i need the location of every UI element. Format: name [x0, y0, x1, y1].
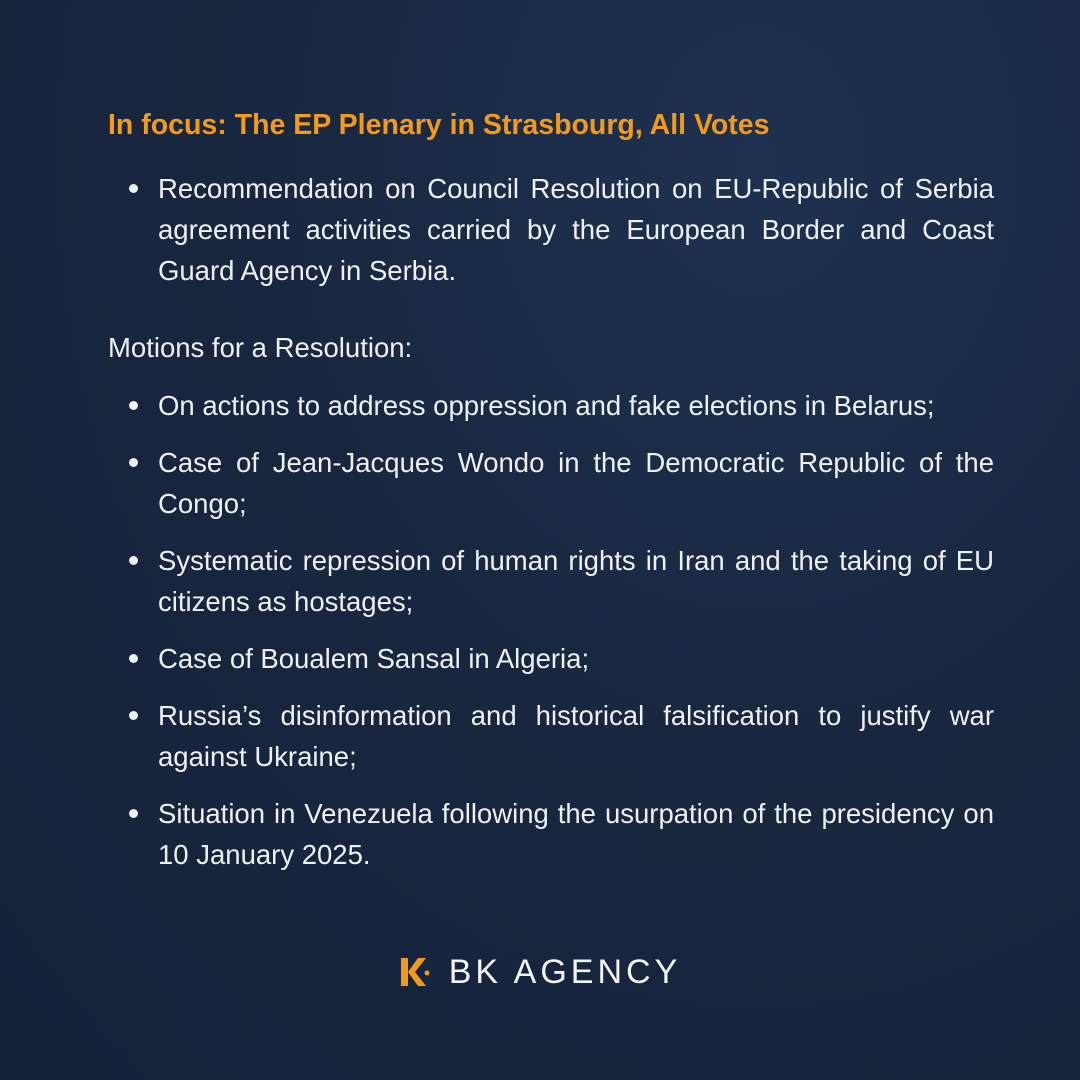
bullet-dot-icon: [129, 458, 138, 467]
bullet-dot-icon: [129, 654, 138, 663]
list-item-text: Situation in Venezuela following the usurpation of the presidency on 10 January 2025.: [158, 798, 994, 870]
list-item-text: On actions to address oppression and fake elections in Belarus;: [158, 390, 935, 421]
page-title: In focus: The EP Plenary in Strasbourg, All Votes: [108, 109, 770, 141]
list-item: [108, 793, 994, 875]
list-item: [108, 385, 994, 426]
list-item-text: Recommendation on Council Resolution on EU-Republic of Serbia agreement activities carried by the European Border and Coast Guard Agency in Serbia.: [158, 173, 994, 286]
list-item-text: Case of Boualem Sansal in Algeria;: [158, 643, 590, 674]
list-item-text: Systematic repression of human rights in Iran and the taking of EU citizens as hostages;: [158, 545, 994, 617]
bk-logo-icon: [399, 956, 431, 988]
list-item: [108, 168, 994, 291]
main-content: [108, 104, 994, 891]
bullet-dot-icon: [129, 184, 138, 193]
list-item-text: Case of Jean-Jacques Wondo in the Democratic Republic of the Congo;: [158, 447, 994, 519]
brand-name: BK AGENCY: [448, 952, 682, 991]
list-item-text: Russia’s disinformation and historical falsification to justify war against Ukraine;: [158, 700, 994, 772]
bullet-dot-icon: [129, 809, 138, 818]
list-item: [108, 695, 994, 777]
motions-label: Motions for a Resolution:: [108, 332, 413, 363]
bullet-dot-icon: [129, 401, 138, 410]
list-item: [108, 638, 994, 679]
motions-list: [108, 385, 994, 875]
bullet-dot-icon: [129, 711, 138, 720]
list-item: [108, 540, 994, 622]
intro-list: [108, 168, 994, 291]
brand-footer: [0, 952, 1080, 992]
list-item: [108, 442, 994, 524]
bullet-dot-icon: [129, 556, 138, 565]
